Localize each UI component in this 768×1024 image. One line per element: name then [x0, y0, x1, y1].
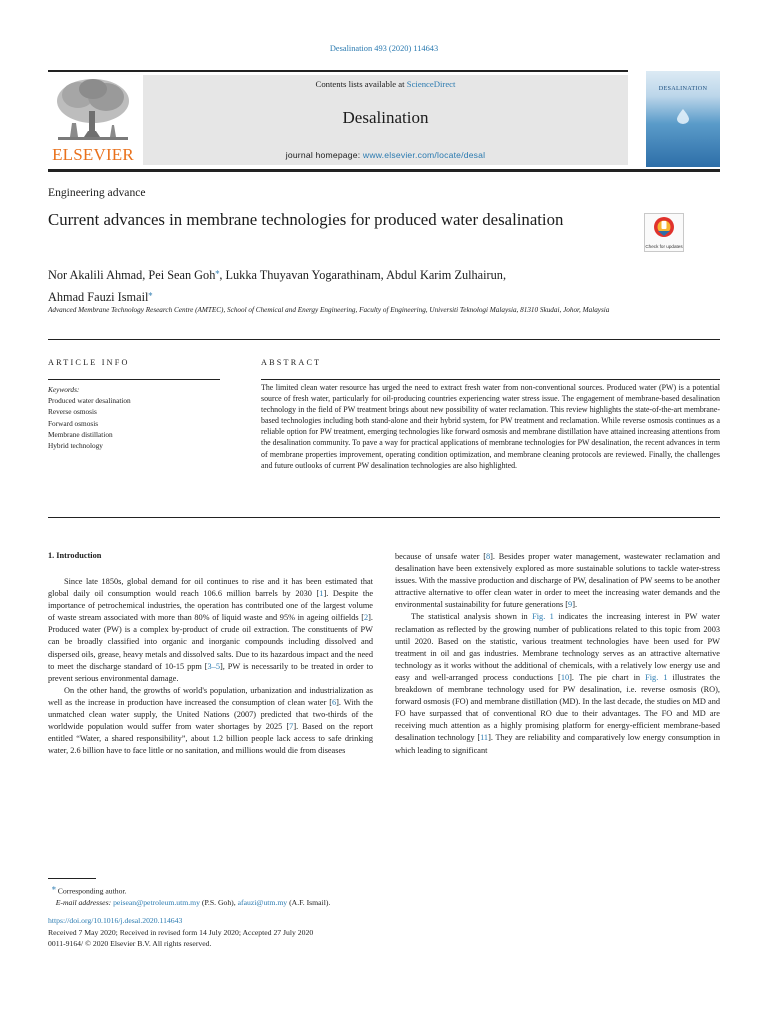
- check-for-updates-button[interactable]: [644, 213, 684, 252]
- author-affiliation: Advanced Membrane Technology Research Centre (AMTEC), School of Chemical and Energy Engineering, Faculty of Engineering, Universiti Teknologi Malaysia, 81310 Skudai, Johor, Malaysia: [48, 306, 610, 314]
- body-column-right: [395, 551, 720, 757]
- email-link[interactable]: afauzi@utm.my: [237, 898, 288, 908]
- corresponding-author-marker: ⁎: [51, 883, 56, 892]
- figure-link[interactable]: Fig. 1: [645, 672, 668, 682]
- keywords-list: [48, 384, 228, 451]
- introduction-heading: 1. Introduction: [48, 551, 102, 560]
- publication-info: [48, 915, 720, 950]
- abstract-rule: [261, 379, 720, 380]
- author-names-line2: Ahmad Fauzi Ismail: [48, 289, 149, 304]
- copyright-line: 0011-9164/ © 2020 Elsevier B.V. All rights reserved.: [48, 939, 212, 949]
- body-paragraph: Since late 1850s, global demand for oil continues to rise and it has been estimated that global daily oil consumption would reach 106.6 million barrels by 2030 [1]. Despite the importance of petrochemical industries, the operation has contributed one of the largest volume of waste stream associated with more than 80% of liquid waste and 95% in ageing oilfields [2]. Produced water (PW) is a complex by-product of crude oil extraction. The constituents of PW can be broadly classified into organic and inorganic compounds including dissolved and dispersed oils, grease, heavy metals and dissolved salts. Due to its hazardous impact and the need to meet the discharge standard of 10-15 ppm [3–5], PW is necessarily to be treated in order to prevent serious environmental damage.: [48, 577, 374, 683]
- journal-name: Desalination: [342, 108, 429, 127]
- citation-link[interactable]: 8: [485, 552, 491, 561]
- figure-link[interactable]: Fig. 1: [532, 612, 554, 622]
- contents-availability-line: Contents lists available at ScienceDirect: [315, 79, 456, 89]
- keyword-item: Hybrid technology: [48, 441, 103, 451]
- header-bottom-rule: [48, 169, 720, 172]
- keywords-label: Keywords:: [48, 385, 80, 394]
- received-dates: Received 7 May 2020; Received in revised form 14 July 2020; Accepted 27 July 2020: [48, 927, 314, 937]
- author-names-line1: Nor Akalili Ahmad, Pei Sean Goh: [48, 268, 216, 283]
- citation-link[interactable]: 2: [364, 613, 369, 623]
- article-info-heading: ARTICLE INFO: [48, 358, 130, 367]
- citation-link[interactable]: 9: [568, 600, 573, 610]
- journal-homepage-link[interactable]: www.elsevier.com/locate/desal: [362, 150, 486, 160]
- citation-link[interactable]: 1: [319, 589, 324, 599]
- citation-link[interactable]: 6: [331, 697, 337, 707]
- elsevier-tree-icon: [48, 75, 138, 145]
- doi-link[interactable]: https://doi.org/10.1016/j.desal.2020.114643: [48, 916, 183, 925]
- corresponding-author-marker[interactable]: ⁎: [148, 288, 153, 298]
- keyword-item: Produced water desalination: [48, 396, 131, 406]
- corresponding-author-note: ⁎ Corresponding author.: [51, 883, 127, 896]
- footnote-rule: [48, 878, 96, 879]
- paper-title: Current advances in membrane technologies for produced water desalination: [48, 210, 564, 229]
- check-for-updates-icon: [645, 214, 683, 242]
- corresponding-author-marker[interactable]: ⁎: [215, 267, 220, 276]
- article-section-label: Engineering advance: [48, 186, 146, 199]
- sciencedirect-link[interactable]: ScienceDirect: [406, 79, 456, 89]
- body-column-left: [48, 576, 373, 757]
- author-list: [48, 263, 648, 306]
- abstract-bottom-rule: [48, 517, 720, 518]
- email-link[interactable]: peisean@petroleum.utm.my: [113, 898, 200, 908]
- citation-link[interactable]: 11: [480, 733, 489, 743]
- journal-homepage-line: journal homepage: www.elsevier.com/locate/desal: [285, 150, 486, 160]
- email-addresses-note: E-mail addresses: peisean@petroleum.utm.my (P.S. Goh), afauzi@utm.my (A.F. Ismail).: [55, 898, 331, 908]
- body-paragraph: The statistical analysis shown in Fig. 1 indicates the increasing interest in PW water reclamation as reflected by the growing number of publications related to this topic from 2003 until 2020. Based on the statistic, various treatment technologies have been used for PW treatment in oil and gas industries. Membrane technology serves as an attractive alternative technology as it works without the additional of chemicals, with a relatively low energy use and easy and well-arranged process conductions [10]. The pie chart in Fig. 1 illustrates the breakdown of membrane technology used for PW desalination, i.e. reverse osmosis (RO), forward osmosis (FO) and membrane distillation (MD). In the last decade, the studies on MD and FO have surpassed that of conventional RO due to their advantages. The FO and MD are receiving much attention as a highly promising platform for energy-efficient membrane-based desalination technology [11]. They are reliability and comparatively low energy consumption in which leading to significant: [395, 612, 721, 755]
- keyword-item: Forward osmosis: [48, 418, 99, 428]
- article-info-top-rule: [48, 339, 720, 340]
- elsevier-logo[interactable]: [48, 75, 138, 165]
- citation-link[interactable]: 10: [560, 672, 570, 682]
- elsevier-wordmark: ELSEVIER: [52, 145, 134, 164]
- journal-cover-thumbnail[interactable]: [646, 71, 720, 167]
- keyword-item: Reverse osmosis: [48, 407, 97, 417]
- footnotes: [48, 882, 720, 909]
- cover-title: DESALINATION: [658, 85, 708, 92]
- citation-link[interactable]: 7: [289, 722, 294, 732]
- article-info-rule: [48, 379, 220, 380]
- header-top-rule: [48, 70, 628, 72]
- author-names-line1-rest: , Lukka Thuyavan Yogarathinam, Abdul Karim Zulhairun,: [219, 268, 507, 283]
- citation-link[interactable]: 3–5: [207, 661, 220, 671]
- body-paragraph: On the other hand, the growths of world's population, urbanization and industrialization as well as the increase in production have increased the consumption of clean water [6]. With the unmatched clean water supply, the United Nations (2007) predicted that two-thirds of the worldwide population would suffer from water shortages by 2025 [7]. Based on the report entitled “Water, a shared responsibility”, about 1.2 billion people lack access to safe drinking water, 2.6 billion have to face little or no sanitation, and millions would die from diseases: [48, 685, 374, 756]
- water-drop-icon: [677, 109, 689, 124]
- abstract-heading: ABSTRACT: [261, 358, 322, 367]
- abstract-text: The limited clean water resource has urged the need to extract fresh water from non-conventional sources. Produced water (PW) is a potential source of fresh water, particularly for oil-producing countries experiencing water stress issue. The engagement of membrane-based desalination technology in the field of PW treatment brings about new possibility of water reclamation. This review highlights the state-of-the-art membrane-based technologies including both stand-alone and their hybrid system, for PW treatment and reclamation. While reverse osmosis continues as a reliable option for PW treatment, emerging technologies like forward osmosis and membrane distillation have attained increasing attentions from the desalination community. To pave a way for practical applications of membrane technologies for PW desalination, the recent advances in term of membrane properties improvement, operating condition optimization, and membrane cleaning protocols are reviewed. Finally, the challenges and future outlooks of current PW desalination technologies are also highlighted.: [261, 383, 720, 470]
- keyword-item: Membrane distillation: [48, 429, 113, 439]
- body-paragraph: because of unsafe water [8]. Besides proper water management, wastewater reclamation and desalination have been extensively explored as more sustainable solutions to tackle water-stress issues. With the massive production and discharge of PW, desalination of PW seems to be another attractive alternative to offer clean water in order to meet the increasing water demands and the environmental sustainability for future generations [9].: [395, 552, 720, 610]
- journal-header-band: [143, 75, 628, 165]
- check-for-updates-label: Check for updates: [645, 244, 683, 249]
- journal-reference-link[interactable]: Desalination 493 (2020) 114643: [329, 44, 439, 53]
